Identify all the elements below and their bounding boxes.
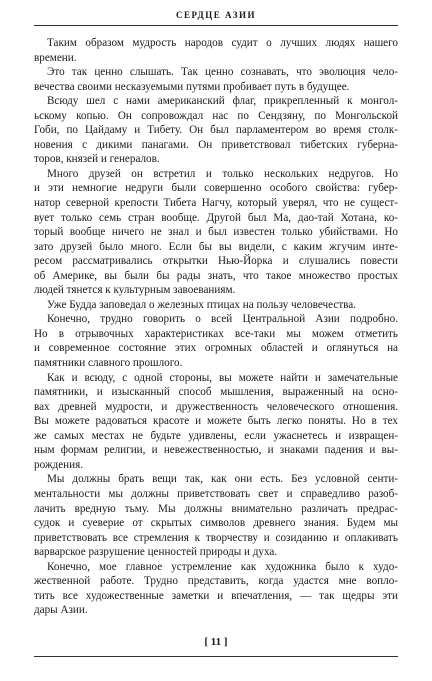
text-line: Уже Будда заповедал о железных птицах на пользу человечества. <box>47 298 357 311</box>
text-line: ментальности мы должны приветствовать свет и справедливо разоб- <box>34 487 398 500</box>
text-line: ным формам религии, и невежественностью, и знаками падения и вы- <box>34 444 398 457</box>
text-line: памятники, и изысканный способ мышления, выраженный на осно- <box>34 386 398 399</box>
text-line: Конечно, мое главное устремление как художника было к худо- <box>47 560 398 573</box>
text-line: зато друзей было много. Если бы вы видели, с каким жгучим инте- <box>34 240 398 253</box>
text-line: торый вообще ничего не знал и был известен только убийствами. Но <box>34 226 398 239</box>
text-line: вует только семь стран вообще. Другой был Ма, дао-тай Хотана, ко- <box>34 211 398 224</box>
text-line: и современное состояние этих огромных областей и оглянуться на <box>34 342 398 355</box>
page-number: [ 11 ] <box>204 636 228 648</box>
text-line: приветствовать все стремления к творчеству и созиданию и оплакивать <box>34 531 398 544</box>
paragraph <box>34 167 398 298</box>
paragraph <box>34 472 398 559</box>
paragraph <box>34 312 398 370</box>
text-line: Вы можете радоваться красоте и можете быть легко поняты. Но в тех <box>34 415 398 428</box>
text-line: Мы должны брать вещи так, как они есть. Без условной сенти- <box>47 473 398 486</box>
text-line: Как и всюду, с одной стороны, вы можете найти и замечательные <box>47 371 398 384</box>
text-line: Это так ценно слышать. Так ценно сознавать, что эволюция чело- <box>47 66 398 79</box>
paragraph <box>34 298 398 313</box>
text-line: дары Азии. <box>34 604 88 617</box>
text-line: и эти немногие недруги были совершенно особого свойства: губер- <box>34 182 398 195</box>
text-line: ресом рассматривались открытки Нью-Йорка и слушались повести <box>34 255 398 268</box>
paragraph <box>34 65 398 94</box>
text-line: судок и суеверие от скрытых символов древнего знания. Будем мы <box>34 517 398 530</box>
text-line: тить все художественные заметки и впечатления, — так щедры эти <box>34 589 398 602</box>
body-text <box>34 36 398 618</box>
paragraph <box>34 371 398 473</box>
text-line: торов, князей и генералов. <box>34 153 160 166</box>
text-line: Гоби, по Цайдаму и Тибету. Он был парламентером во время столк- <box>34 124 398 137</box>
paragraph <box>34 560 398 618</box>
text-line: Всюду шел с нами американский флаг, прикрепленный к монгол- <box>47 95 398 108</box>
text-line: Много друзей он встретил и только нескольких недругов. Но <box>47 167 398 180</box>
text-line: Конечно, трудно говорить о всей Центральной Азии подробно. <box>47 313 398 326</box>
text-line: же самых местах не будьте удивлены, если ужаснетесь и извращен- <box>34 429 398 442</box>
text-line: Таким образом мудрость народов судит о лучших людях нашего <box>47 37 398 49</box>
text-line: ьскому копью. Он сопровождал нас по Сендзяну, по Монгольской <box>34 109 398 122</box>
running-head: СЕРДЦЕ АЗИИ <box>175 10 256 20</box>
text-line: новения с дикими панагами. Он приветствовал тибетских губерна- <box>34 138 398 151</box>
paragraph <box>34 36 398 65</box>
header-rule <box>34 25 398 26</box>
text-line: вечества своими несказуемыми путями пробивает путь в будущее. <box>34 80 350 93</box>
text-line: лачить вредную тьму. Мы должны внимательно различать предрас- <box>34 502 398 515</box>
text-line: людей тянется к культурным завоеваниям. <box>34 284 236 297</box>
text-line: жественной работе. Трудно представить, когда удастся мне вопло- <box>34 575 398 588</box>
text-line: рождения. <box>34 458 84 471</box>
text-line: вах древней мудрости, и дружественность человеческого отношения. <box>34 400 398 413</box>
footer-rule <box>34 656 398 657</box>
text-line: варварское разрушение ценностей природы и духа. <box>34 546 278 559</box>
text-line: памятники славного прошлого. <box>34 357 183 370</box>
paragraph <box>34 94 398 167</box>
text-line: об Америке, вы были бы рады знать, что такое множество простых <box>34 269 398 282</box>
text-line: натор северной крепости Тибета Нагчу, который уверял, что не сущест- <box>34 197 398 210</box>
text-line: Но в отрывочных характеристиках все-таки мы можем отметить <box>34 327 398 340</box>
text-line: времени. <box>34 51 77 64</box>
